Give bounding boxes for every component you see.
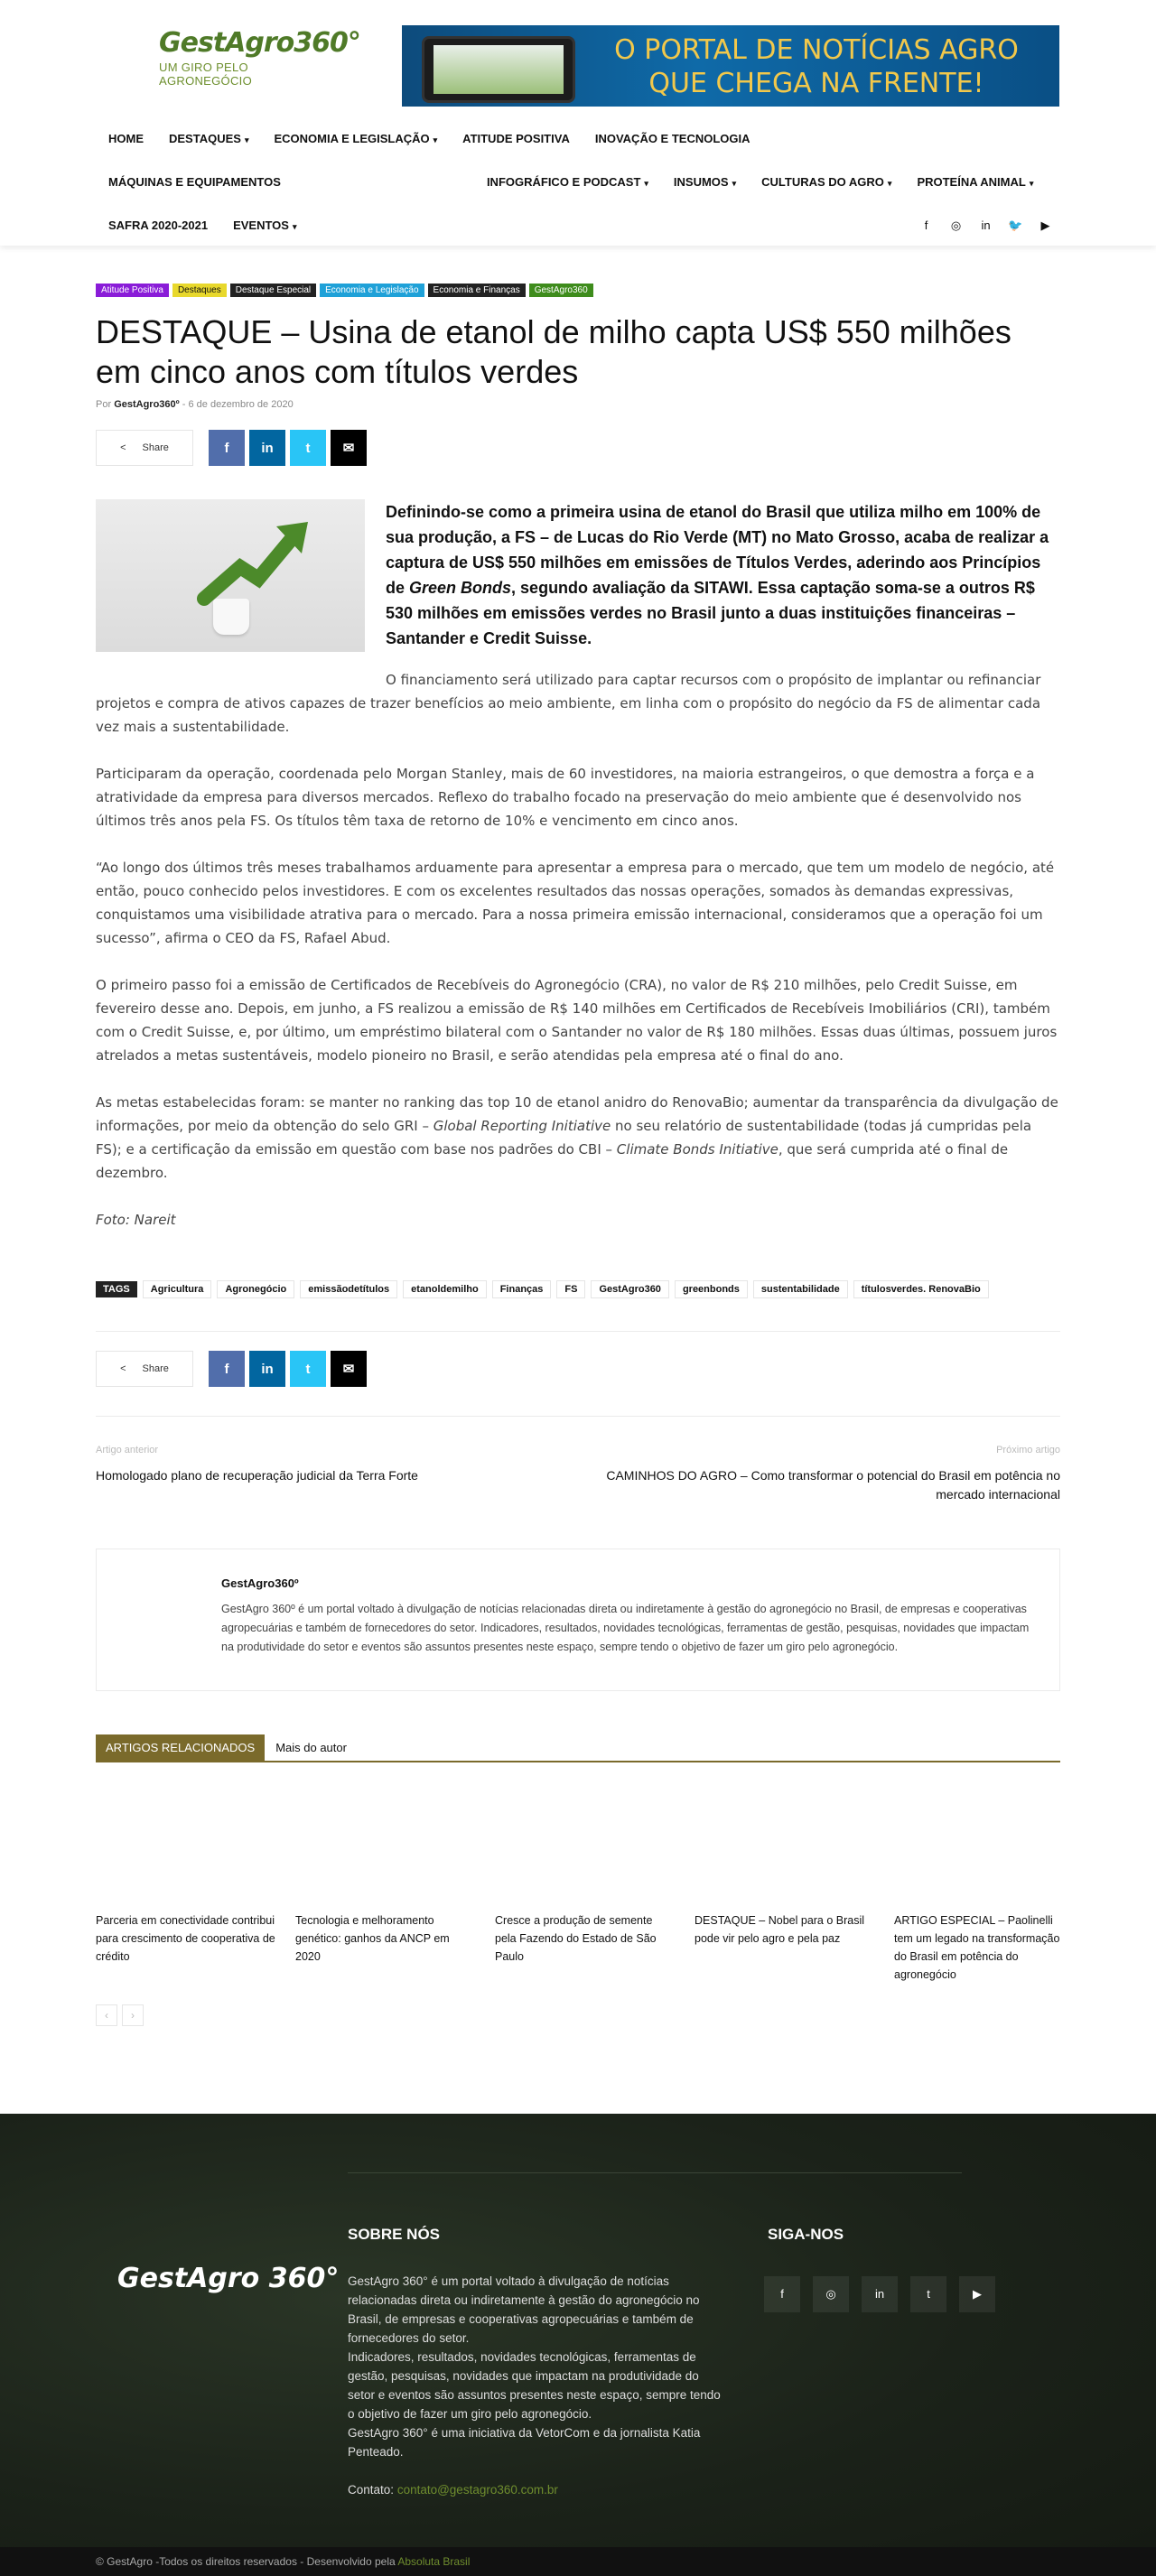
chevron-down-icon: ▾ [887,179,892,188]
share-button[interactable]: < Share [96,1351,193,1387]
related-article-title[interactable]: Parceria em conectividade contribui para crescimento de cooperativa de crédito [96,1914,275,1963]
follow-heading: SIGA-NOS [768,2226,844,2243]
site-footer [0,2114,1156,2576]
nav-item-m-quinas-e-equipamentos[interactable]: MÁQUINAS E EQUIPAMENTOS [108,175,281,189]
logo-slogan: UM GIRO PELO AGRONEGÓCIO [159,60,252,88]
twitter-icon[interactable]: 🐦 [1008,219,1023,232]
facebook-share-button[interactable] [209,430,245,466]
next-article-link[interactable]: CAMINHOS DO AGRO – Como transformar o potencial do Brasil em potência no mercado internacional [606,1468,1060,1502]
footer-logo[interactable]: GestAgro 360° [117,2263,340,2294]
related-tabs [96,1735,1060,1762]
related-article-card[interactable] [96,1783,276,1984]
nav-item-culturas-do-agro[interactable]: CULTURAS DO AGRO ▾ [761,175,892,189]
article-title: DESTAQUE – Usina de etanol de milho capta US$ 550 milhões em cinco anos com títulos verdes [96,313,1012,390]
site-header [0,0,1156,246]
category-badge[interactable]: Atitude Positiva [96,284,169,297]
paragraph-4: O primeiro passo foi a emissão de Certificados de Recebíveis do Agronegócio (CRA), no valor de R$ 210 milhões, pelo Credit Suisse, em fevereiro desse ano. Depois, em junho, a FS realizou a emissão de R$ 140 milhões em Certificados de Recebíveis Imobiliários (CRI), também com o Credit Suisse, e, por último, um empréstimo bilateral com o Santander no valor de R$ 180 milhões. Essas duas últimas, possuem juros atrelados a metas sustentáveis, modelo pioneiro no Brasil, e serão atendidas pela empresa até o final do ano. [96,977,1058,1064]
related-article-card[interactable] [495,1783,676,1984]
about-text: GestAgro 360° é um portal voltado à divulgação de notícias relacionadas direta ou indiretamente à gestão do agronegócio no Brasil, de empresas e cooperativas agropecuárias e também de fornecedores do setor. Indicadores, resultados, novidades tecnológicas, ferramentas de gestão, pesquisas, novidades que impactam na produtividade do setor e eventos são assuntos presentes neste espaço, sempre tendo o objetivo de fazer um giro pelo agronegócio. GestAgro 360° é uma iniciativa da VetorCom e da jornalista Katia Penteado. [348,2274,721,2459]
linkedin-icon: in [261,1361,274,1377]
linkedin-icon: in [261,440,274,456]
facebook-icon: f [224,440,229,456]
article-lead: Definindo-se como a primeira usina de etanol do Brasil que utiliza milho em 100% de sua produção, a FS – de Lucas do Rio Verde (MT) no Mato Grosso, acaba de realizar a captura de US$ 550 milhões em emissões de Títulos Verdes, aderindo aos Princípios de Green Bonds, segundo avaliação da SITAWI. Essa captação soma-se a outros R$ 530 milhões em emissões verdes no Brasil junto a duas instituições financeiras – Santander e Credit Suisse. [386,503,1049,647]
header-social-links [911,215,1060,237]
tag-link[interactable]: emissãodetítulos [300,1280,397,1298]
plant-pot [213,599,249,635]
twitter-share-button[interactable] [290,1351,326,1387]
banner-line-2: QUE CHEGA NA FRENTE! [648,68,984,99]
author-description: GestAgro 360º é um portal voltado à divulgação de notícias relacionadas direta ou indiretamente à gestão do agronegócio no Brasil, de empresas e cooperativas agropecuárias e também de fornecedores do setor. Indicadores, resultados, novidades tecnológicas, ferramentas de gestão, pesquisas, novidades que impactam na produtividade do setor e eventos são assuntos presentes neste espaço, sempre tendo o objetivo de fazer um giro pelo agronegócio. [221,1603,1030,1653]
footer-contact: Contato: contato@gestagro360.com.br [348,2483,558,2497]
chevron-down-icon: ▾ [732,179,737,188]
author-box [96,1548,1060,1691]
twitter-icon: t [305,440,311,456]
previous-article-link[interactable]: Homologado plano de recuperação judicial da Terra Forte [96,1468,418,1483]
tab-related-articles[interactable]: ARTIGOS RELACIONADOS [96,1734,265,1761]
tag-link[interactable]: etanoldemilho [403,1280,487,1298]
tab-more-from-author[interactable]: Mais do autor [275,1741,347,1754]
related-article-title[interactable]: ARTIGO ESPECIAL – Paolinelli tem um legado na transformação do Brasil em potência do agronegócio [894,1914,1060,1981]
email-share-button[interactable] [331,1351,367,1387]
linkedin-icon[interactable]: in [862,2276,898,2312]
twitter-icon: t [305,1361,311,1377]
email-icon: ✉ [342,441,355,456]
linkedin-share-button[interactable] [249,1351,285,1387]
related-article-title[interactable]: Cresce a produção de semente pela Fazendo do Estado de São Paulo [495,1914,657,1963]
share-bar-bottom [96,1351,1060,1387]
article-meta: Por GestAgro360º - 6 de dezembro de 2020 [96,399,294,410]
developer-link[interactable]: Absoluta Brasil [397,2555,471,2568]
article-body [96,668,1060,1255]
related-article-thumbnail[interactable] [295,1783,476,1910]
nav-item-inova-o-e-tecnologia[interactable]: INOVAÇÃO E TECNOLOGIA [594,132,750,145]
category-badge[interactable]: Economia e Finanças [428,284,526,297]
category-badge[interactable]: Destaque Especial [230,284,316,297]
author-link[interactable]: GestAgro360º [114,399,180,410]
category-badge[interactable]: Economia e Legislação [320,284,424,297]
category-badge[interactable]: GestAgro360 [529,284,593,297]
linkedin-share-button[interactable] [249,430,285,466]
tag-link[interactable]: Agronegócio [217,1280,294,1298]
related-pager [96,2004,1060,2026]
linkedin-icon[interactable]: in [981,219,991,232]
share-button[interactable]: < Share [96,430,193,466]
nav-item-home[interactable]: HOME [108,132,144,145]
banner-line-1: O PORTAL DE NOTÍCIAS AGRO [614,34,1019,66]
contact-email-link[interactable]: contato@gestagro360.com.br [396,2483,558,2497]
prev-next-navigation: Artigo anterior Homologado plano de recuperação judicial da Terra Forte Próximo artigo CAMINHOS DO AGRO – Como transformar o potencial do Brasil em potência no mercado internacional [96,1445,1060,1504]
pager-next-button[interactable]: › [122,2004,144,2026]
tag-link[interactable]: Finanças [492,1280,552,1298]
nav-item-infogr-fico-e-podcast[interactable]: INFOGRÁFICO E PODCAST ▾ [486,175,648,189]
tag-link[interactable]: FS [556,1280,585,1298]
related-article-thumbnail[interactable] [495,1783,676,1910]
related-article-title[interactable]: Tecnologia e melhoramento genético: ganhos da ANCP em 2020 [295,1914,450,1963]
nav-item-insumos[interactable]: INSUMOS ▾ [673,175,737,189]
paragraph-3: “Ao longo dos últimos três meses trabalhamos arduamente para apresentar a empresa para o mercado, que tem um modelo de negócio, até então, pouco conhecido pelos investidores. E com os excelentes resultados das nossas operações, somados às demandas expressivas, conquistamos uma visibilidade atrativa para o mercado. Para a nossa primeira emissão internacional, consideramos que a operação foi um sucesso”, afirma o CEO da FS, Rafael Abud. [96,860,1055,946]
email-icon: ✉ [342,1362,355,1377]
article-date: 6 de dezembro de 2020 [188,399,294,410]
photo-credit: Foto: Nareit [96,1212,176,1228]
logo-brand: GestAgro360° [159,27,360,59]
email-share-button[interactable] [331,430,367,466]
related-articles [96,1783,1060,1984]
share-icon: < [120,1363,126,1374]
header-banner-ad[interactable] [402,25,1059,107]
facebook-share-button[interactable] [209,1351,245,1387]
related-article-thumbnail[interactable] [695,1783,875,1910]
footer-social-links [764,2276,995,2312]
chevron-down-icon: ▾ [292,222,297,231]
nav-item-economia-e-legisla-o[interactable]: ECONOMIA E LEGISLAÇÃO ▾ [274,132,438,145]
banner-tablet-image [422,36,575,103]
twitter-share-button[interactable] [290,430,326,466]
chevron-down-icon: ▾ [244,135,249,144]
footer-divider [348,2172,962,2173]
chevron-down-icon: ▾ [433,135,438,144]
facebook-icon: f [224,1361,229,1377]
paragraph-5: As metas estabelecidas foram: se manter no ranking das top 10 de etanol anidro do RenovaBio; aumentar da transparência da divulgação de informações, por meio da obtenção do selo GRI – Global Reporting Initiative no seu relatório de sustentabilidade (todas já cumpridas pela FS); e a certificação da emissão em questão com base nos padrões do CBI – Climate Bonds Initiative, que será cumprida até o final de dezembro. [96,1094,1058,1181]
site-logo[interactable] [159,27,360,108]
nav-item-prote-na-animal[interactable]: PROTEÍNA ANIMAL ▾ [917,175,1034,189]
related-article-thumbnail[interactable] [96,1783,276,1910]
pager-prev-button[interactable]: ‹ [96,2004,117,2026]
category-badge[interactable]: Destaques [172,284,227,297]
nav-item-atitude-positiva[interactable]: ATITUDE POSITIVA [462,132,570,145]
divider [96,1331,1060,1332]
divider [96,1416,1060,1417]
nav-item-destaques[interactable]: DESTAQUES ▾ [169,132,249,145]
tag-link[interactable]: GestAgro360 [591,1280,668,1298]
instagram-icon[interactable]: ◎ [950,219,962,232]
tags-label: TAGS [96,1281,137,1297]
instagram-icon[interactable]: ◎ [813,2276,849,2312]
nav-item-safra-2020-2021[interactable]: SAFRA 2020-2021 [108,219,209,232]
nav-item-eventos[interactable]: EVENTOS ▾ [233,219,297,232]
author-name[interactable]: GestAgro360º [221,1576,299,1590]
growth-arrow-tree-icon [186,517,312,608]
twitter-icon[interactable]: t [910,2276,946,2312]
paragraph-2: Participaram da operação, coordenada pelo Morgan Stanley, mais de 60 investidores, na maioria estrangeiros, o que demostra a força e a atratividade da empresa para diversos mercados. Reflexo do trabalho focado na preservação do meio ambiente que é desenvolvido nos últimos três anos pela FS. Os títulos têm taxa de retorno de 10% e vencimento em cinco anos. [96,766,1035,829]
share-icon: < [120,442,126,453]
related-article-card[interactable] [894,1783,1075,1984]
facebook-icon[interactable]: f [764,2276,800,2312]
copyright-bar: © GestAgro -Todos os direitos reservados - Desenvolvido pela Absoluta Brasil [0,2547,1156,2576]
chevron-down-icon: ▾ [644,179,648,188]
tag-link[interactable]: títulosverdes. RenovaBio [853,1280,989,1298]
youtube-icon[interactable]: ▶ [1040,219,1050,232]
related-article-card[interactable] [295,1783,476,1984]
facebook-icon[interactable]: f [924,219,928,232]
related-article-title[interactable]: DESTAQUE – Nobel para o Brasil pode vir pelo agro e pela paz [695,1914,865,1945]
tag-link[interactable]: Agricultura [143,1280,212,1298]
paragraph-1: O financiamento será utilizado para captar recursos com o propósito de implantar ou refinanciar projetos e compra de ativos capazes de trazer benefícios ao meio ambiente, em linha com o propósito do negócio da FS de alimentar cada vez mais a sustentabilidade. [96,672,1041,735]
article-featured-image [96,499,365,652]
related-article-thumbnail[interactable] [894,1783,1075,1910]
share-bar-top [96,430,1060,466]
category-badges [96,284,1060,297]
tag-link[interactable]: sustentabilidade [753,1280,848,1298]
about-heading: SOBRE NÓS [348,2226,441,2243]
tags-list [96,1280,1060,1298]
youtube-icon[interactable]: ▶ [959,2276,995,2312]
chevron-down-icon: ▾ [1029,179,1034,188]
tag-link[interactable]: greenbonds [675,1280,748,1298]
related-article-card[interactable] [695,1783,875,1984]
